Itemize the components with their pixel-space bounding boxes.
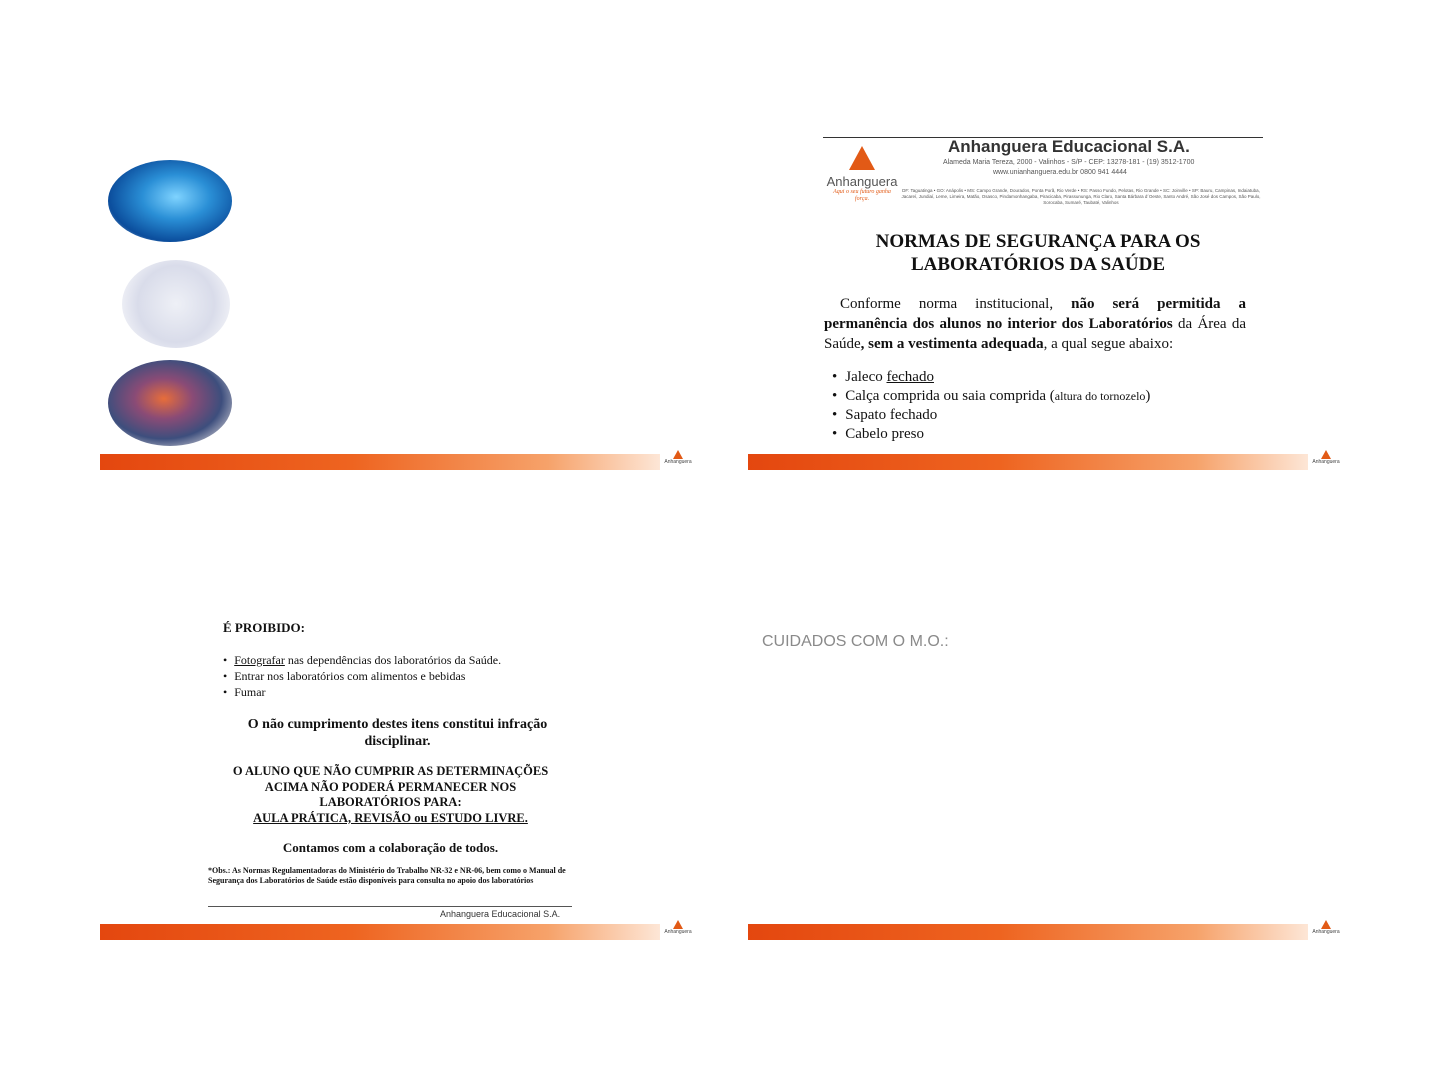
footer-logo-label: Anhanguera — [664, 459, 692, 465]
footer-logo — [663, 920, 693, 940]
slide-2 — [748, 40, 1343, 470]
footer-rule — [208, 906, 572, 907]
norm-paragraph — [824, 294, 1246, 354]
footer-bar — [748, 454, 1308, 470]
footer-logo — [1311, 450, 1341, 470]
cell-image — [108, 360, 232, 446]
footer-logo-label: Anhanguera — [664, 929, 692, 935]
para-text: da Área da Saúde — [824, 316, 1247, 352]
footer-logo — [663, 450, 693, 470]
caps-line: LABORATÓRIOS PARA: — [319, 795, 462, 809]
list-item: • Sapato fechado — [832, 406, 1150, 425]
thanks-text: Contamos com a colaboração de todos. — [282, 840, 499, 855]
list-item: • Cabelo preso — [832, 425, 1150, 444]
logo-triangle-icon — [673, 450, 683, 459]
company-address — [943, 158, 1223, 178]
list-item — [832, 387, 1150, 406]
logo-triangle-icon — [673, 920, 683, 929]
para-bold: , sem a vestimenta adequada — [860, 336, 1044, 352]
prohibited-list — [223, 652, 501, 700]
slide-3 — [100, 510, 695, 940]
attire-list — [832, 368, 1150, 444]
item-text: Jaleco — [845, 369, 887, 385]
slide-4 — [748, 510, 1343, 940]
company-name: Anhanguera Educacional S.A. — [948, 137, 1190, 156]
footer-bar — [100, 924, 660, 940]
item-underlined: Fotografar — [234, 653, 285, 667]
item-note: altura do tornozelo — [1054, 389, 1146, 403]
dna-image — [108, 160, 232, 242]
logo-triangle-icon — [849, 146, 875, 170]
footer-bar — [100, 454, 660, 470]
logo-triangle-icon — [1321, 920, 1331, 929]
para-text: , a qual segue abaixo: — [1043, 336, 1174, 352]
list-item: • Entrar nos laboratórios com alimentos e bebidas — [223, 668, 501, 684]
safety-title — [818, 230, 1258, 276]
address-line-2: www.unianhanguera.edu.br 0800 941 4444 — [993, 169, 1127, 176]
footer-logo-label: Anhanguera — [1312, 929, 1340, 935]
logo-triangle-icon — [1321, 450, 1331, 459]
list-item: • Fumar — [223, 684, 501, 700]
logo-name: Anhanguera — [826, 174, 898, 189]
logo-slogan: Aqui o seu futuro ganha força. — [833, 189, 891, 202]
item-underlined: fechado — [886, 369, 934, 385]
slide-1 — [100, 40, 695, 470]
item-text: Calça comprida ou saia comprida ( — [845, 388, 1055, 404]
obs-note: *Obs.: As Normas Regulamentadoras do Ministério do Trabalho NR-32 e NR-06, bem como o Manual de Segurança dos Laboratórios de Saúde estão disponíveis para consulta no apoio dos laboratórios — [208, 866, 566, 885]
item-text: ) — [1145, 388, 1151, 404]
caps-line: O ALUNO QUE NÃO CUMPRIR AS DETERMINAÇÕES — [232, 764, 549, 778]
footer-logo-label: Anhanguera — [1312, 459, 1340, 465]
para-bold: não será permitida a permanência dos alunos no interior dos Laboratórios — [824, 296, 1246, 332]
slide-title: CUIDADOS COM O M.O.: — [762, 633, 949, 650]
footer-logo — [1311, 920, 1341, 940]
chromosomes-image — [122, 260, 230, 348]
caps-line: AULA PRÁTICA, REVISÃO ou ESTUDO LIVRE. — [253, 810, 528, 825]
footer-company: Anhanguera Educacional S.A. — [440, 909, 561, 919]
prohibited-heading: É PROIBIDO: — [223, 620, 305, 635]
campus-list: DF: Taguatinga • GO: Anápolis • MS: Campo Grande, Dourados, Ponta Porã, Rio Verde • RS: Passo Fundo, Pelotas, Rio Grande • SC: Joinville • SP: Bauru, Campinas, Indaiatuba, Jacareí, Jundiaí, Leme, Limeira, Matão, Osasco, Pindamonhangaba, Piracicaba, Pirassununga, Rio Claro, Santa Bárbara d´Oeste, Santo André, São José dos Campos, São Paulo, Sorocaba, Sumaré, Taubaté, Valinhos — [901, 188, 1261, 205]
address-line-1: Alameda Maria Tereza, 2000 - Valinhos - S/P - CEP: 13278-181 - (19) 3512-1700 — [943, 159, 1195, 166]
infraction-warning: O não cumprimento destes itens constitui infração disciplinar. — [247, 717, 548, 749]
company-logo — [826, 146, 898, 203]
item-text: nas dependências dos laboratórios da Saúde. — [284, 653, 502, 667]
footer-bar — [748, 924, 1308, 940]
list-item — [832, 368, 1150, 387]
title-line-1: NORMAS DE SEGURANÇA PARA OS — [875, 231, 1201, 252]
para-text: Conforme norma institucional, — [840, 296, 1072, 312]
title-line-2: LABORATÓRIOS DA SAÚDE — [910, 254, 1166, 275]
caps-line: ACIMA NÃO PODERÁ PERMANECER NOS — [264, 779, 517, 794]
caps-notice — [208, 764, 573, 826]
list-item — [223, 652, 501, 668]
